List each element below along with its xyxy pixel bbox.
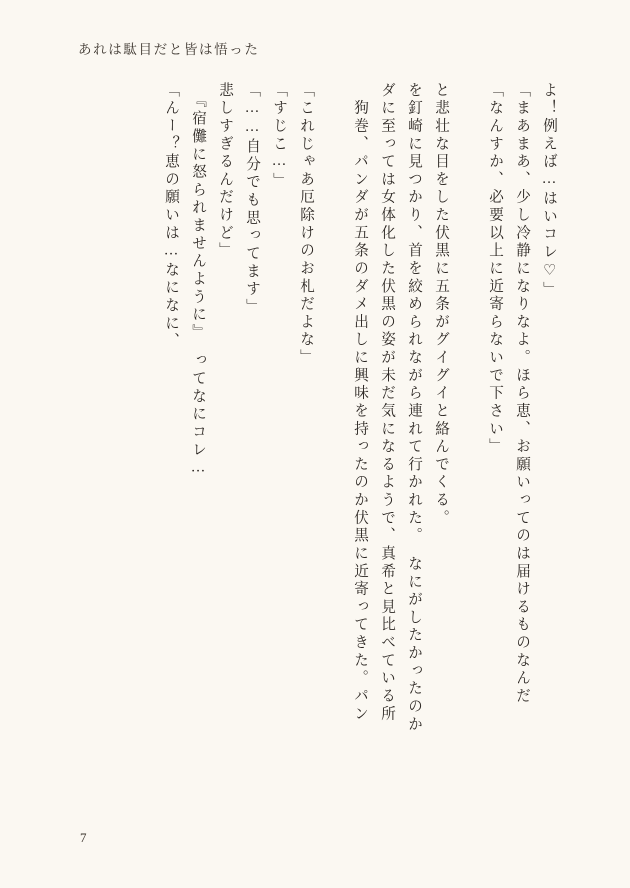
vertical-text-body	[151, 82, 556, 812]
text-column: を釘崎に見つかり、首を絞められながら連れて行かれた。 なにがしたかったのか	[406, 82, 422, 734]
text-column: 「んー？恵の願いは…なになに、	[163, 82, 179, 351]
text-column: 『宿儺に怒られませんように』 ってなにコレ…	[190, 82, 206, 479]
text-column: よ！例えば…はいコレ♡」	[541, 82, 557, 300]
text-column-blank	[448, 82, 475, 812]
text-column: 悲しすぎるんだけど」	[217, 82, 233, 261]
text-column: 「これじゃあ厄除けのお札だよな」	[298, 82, 314, 367]
page-number: 7	[80, 830, 88, 845]
text-column: 「すじこ…」	[271, 82, 287, 191]
text-column: ダに至っては女体化した伏黒の姿が未だ気になるようで、真希と見比べている所	[379, 82, 395, 724]
text-column: 「……自分でも思ってます」	[244, 82, 260, 317]
text-column: 「まあまあ、少し冷静になりなよ。ほら恵、お願いってのは届けるものなんだ	[514, 82, 530, 706]
text-column: 狗巻、パンダが五条のダメ出しに興味を持ったのか伏黒に近寄ってきた。パン	[352, 82, 368, 724]
running-header: あれは駄目だと皆は悟った	[78, 42, 260, 57]
text-column: 「なんすか、必要以上に近寄らないで下さい」	[487, 82, 503, 457]
text-column-blank	[313, 82, 340, 812]
text-column: と悲壮な目をした伏黒に五条がグイグイと絡んでくる。	[433, 82, 449, 528]
